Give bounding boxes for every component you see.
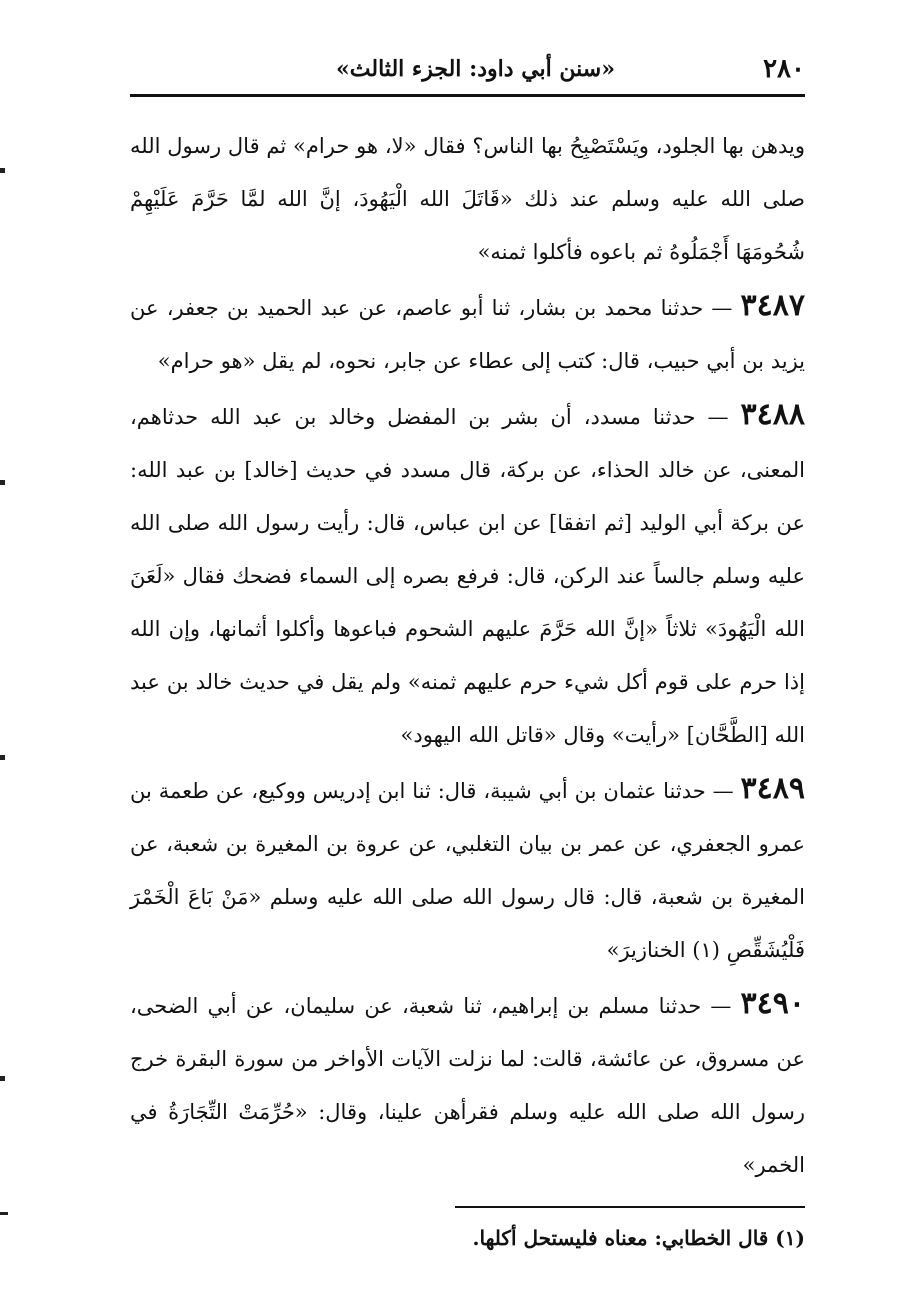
paragraph-text: — حدثنا عثمان بن أبي شيبة، قال: ثنا ابن إدريس ووكيع، عن طعمة بن عمرو الجعفري، عن عمر بن بيان التغلبي، عن عروة بن المغيرة بن شعبة، عن المغيرة بن شعبة، قال: قال رسول الله صلى الله عليه وسلم «مَنْ بَاعَ الْخَمْرَ فَلْيُشَقِّصِ (١) الخنازيرَ» xyxy=(130,779,805,962)
paragraph-text: — حدثنا مسلم بن إبراهيم، ثنا شعبة، عن سليمان، عن أبي الضحى، عن مسروق، عن عائشة، قالت: لما نزلت الآيات الأواخر من سورة البقرة خرج رسول الله صلى الله عليه وسلم فقرأهن علينا، وقال: «حُرِّمَتْ التِّجَارَةُ في الخمر» xyxy=(130,994,805,1177)
footnote xyxy=(130,1218,805,1258)
scan-edge-mark xyxy=(0,168,5,173)
header-rule xyxy=(130,94,805,97)
hadith-number: ٣٤٨٧ xyxy=(740,288,805,323)
page-number: ٢٨٠ xyxy=(763,54,805,84)
hadith-paragraph xyxy=(130,279,805,388)
scan-edge-mark xyxy=(0,480,5,485)
scan-edge-mark xyxy=(0,1212,8,1215)
hadith-number: ٣٤٩٠ xyxy=(740,986,805,1021)
hadith-number: ٣٤٨٨ xyxy=(740,397,805,432)
hadith-number: ٣٤٨٩ xyxy=(740,771,805,806)
footnote-rule xyxy=(455,1206,805,1208)
scan-edge-mark xyxy=(0,1076,5,1081)
running-title: «سنن أبي داود: الجزء الثالث» xyxy=(336,56,615,82)
text-paragraph xyxy=(130,120,805,279)
paragraph-text: ويدهن بها الجلود، ويَسْتَصْبِحُ بها الناس؟ فقال «لا، هو حرام» ثم قال رسول الله صلى الله عليه وسلم عند ذلك «قَاتَلَ الله الْيَهُودَ، إنَّ الله لمَّا حَرَّمَ عَلَيْهِمْ شُحُومَهَا أَجْمَلُوهُ ثم باعوه فأكلوا ثمنه» xyxy=(130,134,805,264)
paragraph-text: — حدثنا مسدد، أن بشر بن المفضل وخالد بن عبد الله حدثاهم، المعنى، عن خالد الحذاء، عن بركة، قال مسدد في حديث [خالد] بن عبد الله: عن بركة أبي الوليد [ثم اتفقا] عن ابن عباس، قال: رأيت رسول الله صلى الله عليه وسلم جالساً عند الركن، قال: فرفع بصره إلى السماء فضحك فقال «لَعَنَ الله الْيَهُودَ» ثلاثاً «إنَّ الله حَرَّمَ عليهم الشحوم فباعوها وأكلوا أثمانها، وإن الله إذا حرم على قوم أكل شيء حرم عليهم ثمنه» ولم يقل في حديث خالد بن عبد الله [الطَّحَّان] «رأيت» وقال «قاتل الله اليهود» xyxy=(130,405,805,747)
hadith-paragraph xyxy=(130,977,805,1192)
page-body xyxy=(130,120,805,1192)
page-header xyxy=(130,48,805,90)
footnote-text: (١) قال الخطابي: معناه فليستحل أكلها. xyxy=(472,1226,805,1250)
scan-edge-mark xyxy=(0,755,5,760)
paragraph-text: — حدثنا محمد بن بشار، ثنا أبو عاصم، عن عبد الحميد بن جعفر، عن يزيد بن أبي حبيب، قال: كتب إلى عطاء عن جابر، نحوه، لم يقل «هو حرام» xyxy=(130,296,805,373)
hadith-paragraph xyxy=(130,762,805,977)
hadith-paragraph xyxy=(130,388,805,762)
